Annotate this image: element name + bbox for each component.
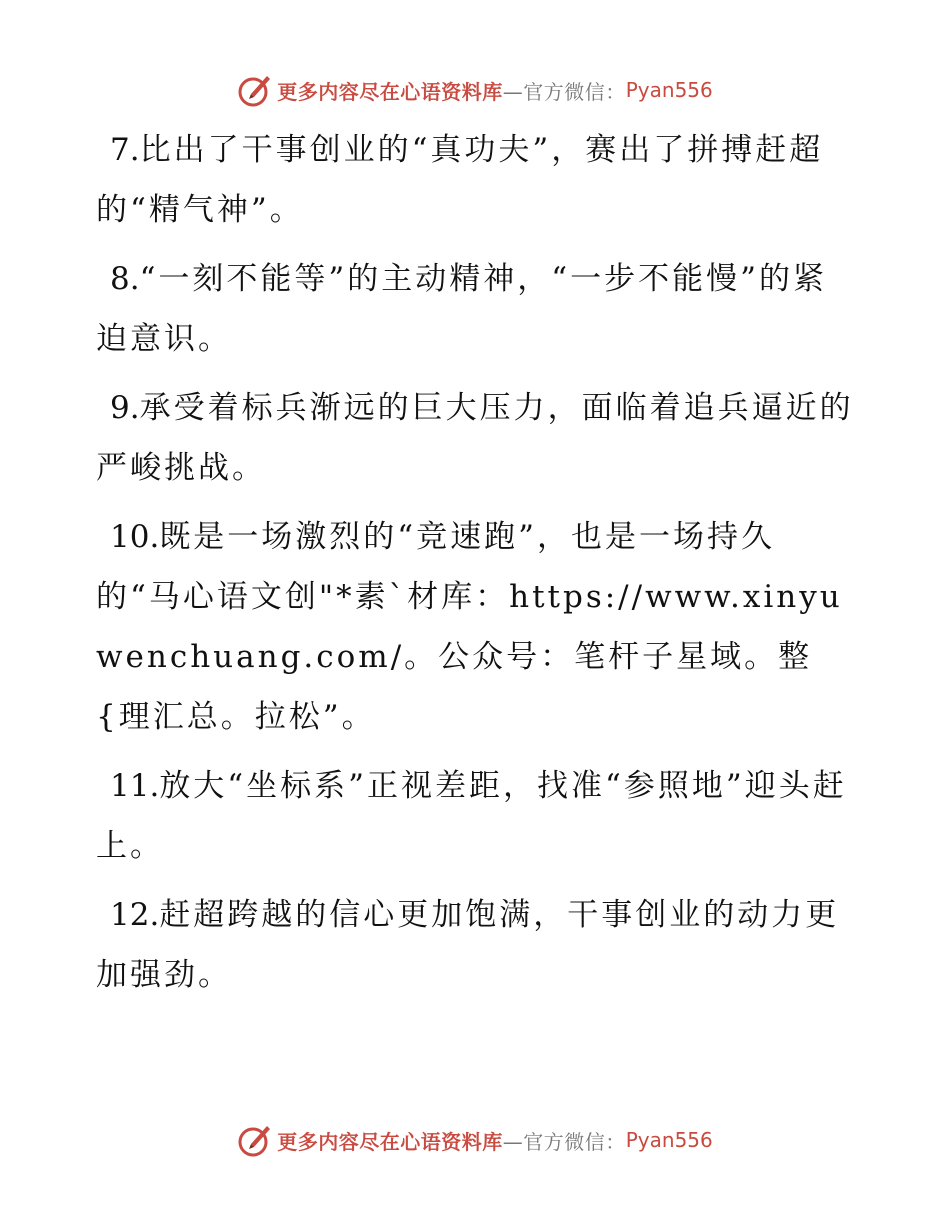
banner-wechat-handle: Pyan556: [625, 78, 713, 102]
item-text: 既是一场激烈的“竞速跑”，也是一场持久的“马心语文创"*素`材库：https://www.xinyuwenchuang.com/。公众号：笔杆子星域。整{理汇总。拉松”。: [96, 519, 843, 735]
banner-title: 更多内容尽在心语资料库: [277, 1129, 503, 1154]
pen-nib-circle-icon: [237, 72, 273, 108]
item-number: 11.: [110, 768, 160, 804]
banner-title: 更多内容尽在心语资料库: [277, 79, 503, 104]
item-text: 赶超跨越的信心更加饱满，干事创业的动力更加强劲。: [96, 897, 840, 993]
list-item: [96, 507, 856, 747]
banner-wechat-label: —官方微信：: [502, 79, 626, 104]
list-item: [96, 249, 856, 369]
item-number: 7.: [110, 132, 140, 168]
document-body: [96, 120, 856, 1014]
item-text: 比出了干事创业的“真功夫”，赛出了拼搏赶超的“精气神”。: [96, 132, 824, 228]
pen-nib-circle-icon: [237, 1122, 273, 1158]
item-text: “一刻不能等”的主动精神，“一步不能慢”的紧迫意识。: [96, 261, 827, 357]
header-banner: [0, 70, 950, 110]
list-item: [96, 885, 856, 1005]
footer-banner: [0, 1120, 950, 1160]
list-item: [96, 120, 856, 240]
list-item: [96, 756, 856, 876]
banner-wechat-label: —官方微信：: [502, 1129, 626, 1154]
item-number: 12.: [110, 897, 160, 933]
item-number: 8.: [110, 261, 140, 297]
banner-wechat-handle: Pyan556: [625, 1128, 713, 1152]
item-number: 9.: [110, 390, 140, 426]
list-item: [96, 378, 856, 498]
item-text: 承受着标兵渐远的巨大压力，面临着追兵逼近的严峻挑战。: [96, 390, 854, 486]
item-text: 放大“坐标系”正视差距，找准“参照地”迎头赶上。: [96, 768, 847, 864]
item-number: 10.: [110, 519, 160, 555]
